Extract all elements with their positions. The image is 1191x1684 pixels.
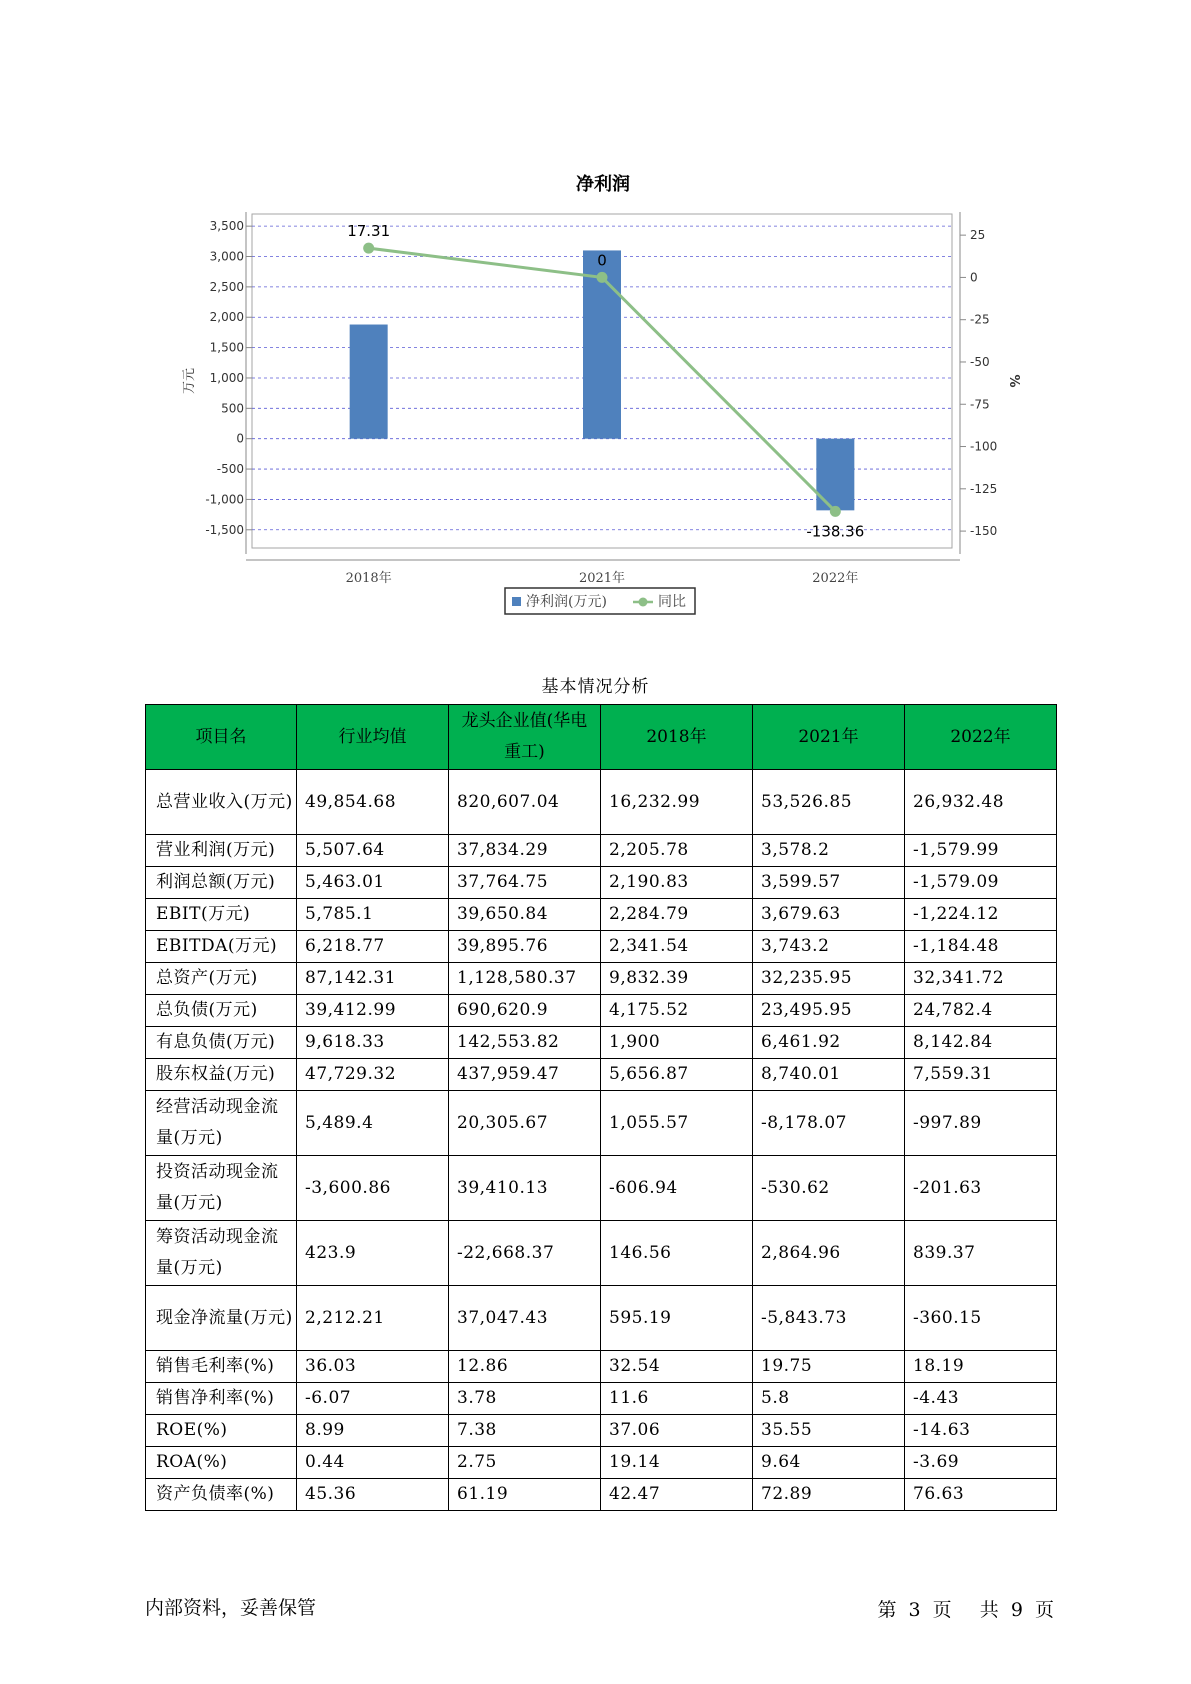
y2-tick-label: 0: [970, 270, 978, 285]
value-cell: 32,341.72: [905, 963, 1057, 995]
value-cell: -8,178.07: [753, 1091, 905, 1156]
y-tick-label: -1,000: [205, 492, 244, 507]
y-tick-label: 3,500: [209, 219, 244, 234]
value-cell: -201.63: [905, 1156, 1057, 1221]
value-cell: 37,047.43: [449, 1286, 601, 1351]
value-cell: 16,232.99: [601, 770, 753, 835]
y-tick-label: 2,000: [209, 310, 244, 325]
value-cell: 2,212.21: [297, 1286, 449, 1351]
value-cell: 437,959.47: [449, 1059, 601, 1091]
table-row: [146, 867, 1057, 899]
y-tick-label: 1,500: [209, 340, 244, 355]
value-cell: 37,764.75: [449, 867, 601, 899]
table-row: [146, 770, 1057, 835]
row-label-cell: 销售毛利率(%): [146, 1351, 297, 1383]
value-cell: 5,489.4: [297, 1091, 449, 1156]
page-label: 页: [1034, 1599, 1054, 1621]
value-cell: 9,618.33: [297, 1027, 449, 1059]
value-cell: 45.36: [297, 1479, 449, 1511]
chart-title: 净利润: [576, 174, 630, 195]
value-cell: 2,864.96: [753, 1221, 905, 1286]
value-cell: 820,607.04: [449, 770, 601, 835]
line-point: [597, 272, 608, 283]
value-cell: 39,410.13: [449, 1156, 601, 1221]
y-tick-label: 500: [221, 401, 244, 416]
value-cell: 2,341.54: [601, 931, 753, 963]
y-axis-title: 万元: [182, 367, 197, 395]
x-tick-label: 2018年: [345, 571, 392, 586]
value-cell: 19.75: [753, 1351, 905, 1383]
page-label: 页: [932, 1599, 952, 1621]
value-cell: 8,142.84: [905, 1027, 1057, 1059]
value-cell: -606.94: [601, 1156, 753, 1221]
value-cell: 3,599.57: [753, 867, 905, 899]
row-label-cell: 总营业收入(万元): [146, 770, 297, 835]
y-tick-label: 1,000: [209, 370, 244, 385]
value-cell: 7,559.31: [905, 1059, 1057, 1091]
table-row: [146, 1286, 1057, 1351]
header-cell: 2018年: [601, 705, 753, 770]
table-row: [146, 835, 1057, 867]
row-label-cell: 股东权益(万元): [146, 1059, 297, 1091]
value-cell: 20,305.67: [449, 1091, 601, 1156]
table-row: [146, 1383, 1057, 1415]
value-cell: 839.37: [905, 1221, 1057, 1286]
x-tick-label: 2022年: [812, 571, 859, 586]
value-cell: 26,932.48: [905, 770, 1057, 835]
value-cell: 8,740.01: [753, 1059, 905, 1091]
header-cell: 2021年: [753, 705, 905, 770]
row-label-cell: 营业利润(万元): [146, 835, 297, 867]
value-cell: 0.44: [297, 1447, 449, 1479]
row-label-cell: EBITDA(万元): [146, 931, 297, 963]
value-cell: 18.19: [905, 1351, 1057, 1383]
value-cell: 42.47: [601, 1479, 753, 1511]
table-row: [146, 995, 1057, 1027]
y-tick-label: 2,500: [209, 279, 244, 294]
y2-tick-label: -100: [970, 439, 998, 454]
footer-note: 内部资料，妥善保管: [145, 1597, 317, 1619]
table-header-row: [146, 705, 1057, 770]
row-label-cell: 现金净流量(万元): [146, 1286, 297, 1351]
value-cell: 690,620.9: [449, 995, 601, 1027]
table-row: [146, 1447, 1057, 1479]
value-cell: 3,679.63: [753, 899, 905, 931]
value-cell: 37,834.29: [449, 835, 601, 867]
value-cell: 32.54: [601, 1351, 753, 1383]
data-label: -138.36: [806, 522, 865, 541]
value-cell: -4.43: [905, 1383, 1057, 1415]
value-cell: 3.78: [449, 1383, 601, 1415]
row-label-cell: 筹资活动现金流量(万元): [146, 1221, 297, 1286]
value-cell: 1,900: [601, 1027, 753, 1059]
value-cell: 24,782.4: [905, 995, 1057, 1027]
value-cell: 142,553.82: [449, 1027, 601, 1059]
page-label: 共: [979, 1599, 999, 1621]
legend-bar-swatch: [512, 597, 521, 606]
y2-tick-label: -75: [970, 397, 990, 412]
row-label-cell: 总资产(万元): [146, 963, 297, 995]
value-cell: -5,843.73: [753, 1286, 905, 1351]
y2-tick-label: 25: [970, 228, 986, 243]
value-cell: 49,854.68: [297, 770, 449, 835]
value-cell: 3,743.2: [753, 931, 905, 963]
row-label-cell: ROE(%): [146, 1415, 297, 1447]
basic-analysis-table: [145, 704, 1057, 1511]
chart-svg: [0, 0, 1191, 640]
value-cell: 6,461.92: [753, 1027, 905, 1059]
table-row: [146, 1059, 1057, 1091]
row-label-cell: 经营活动现金流量(万元): [146, 1091, 297, 1156]
row-label-cell: ROA(%): [146, 1447, 297, 1479]
value-cell: 3,578.2: [753, 835, 905, 867]
y2-tick-label: -150: [970, 524, 998, 539]
value-cell: -3,600.86: [297, 1156, 449, 1221]
value-cell: 8.99: [297, 1415, 449, 1447]
value-cell: -14.63: [905, 1415, 1057, 1447]
value-cell: -6.07: [297, 1383, 449, 1415]
value-cell: 146.56: [601, 1221, 753, 1286]
table-row: [146, 931, 1057, 963]
value-cell: 47,729.32: [297, 1059, 449, 1091]
value-cell: -1,579.99: [905, 835, 1057, 867]
value-cell: -1,224.12: [905, 899, 1057, 931]
row-label-cell: 有息负债(万元): [146, 1027, 297, 1059]
line-point: [363, 243, 374, 254]
value-cell: 32,235.95: [753, 963, 905, 995]
value-cell: 9.64: [753, 1447, 905, 1479]
value-cell: -997.89: [905, 1091, 1057, 1156]
page-current: 3: [908, 1599, 921, 1621]
header-cell: 行业均值: [297, 705, 449, 770]
value-cell: -22,668.37: [449, 1221, 601, 1286]
value-cell: 5,463.01: [297, 867, 449, 899]
value-cell: 5,507.64: [297, 835, 449, 867]
table-row: [146, 1221, 1057, 1286]
value-cell: 595.19: [601, 1286, 753, 1351]
line-point: [830, 506, 841, 517]
value-cell: 2,284.79: [601, 899, 753, 931]
y-tick-label: -500: [216, 462, 244, 477]
page-total: 9: [1010, 1599, 1023, 1621]
value-cell: 72.89: [753, 1479, 905, 1511]
value-cell: 5,656.87: [601, 1059, 753, 1091]
value-cell: -1,184.48: [905, 931, 1057, 963]
legend-label: 同比: [658, 594, 686, 610]
value-cell: 1,128,580.37: [449, 963, 601, 995]
value-cell: 61.19: [449, 1479, 601, 1511]
value-cell: 36.03: [297, 1351, 449, 1383]
table-row: [146, 1415, 1057, 1447]
legend-line-marker: [639, 598, 648, 607]
value-cell: 5.8: [753, 1383, 905, 1415]
value-cell: -3.69: [905, 1447, 1057, 1479]
y2-tick-label: -25: [970, 312, 990, 327]
value-cell: 87,142.31: [297, 963, 449, 995]
y-tick-label: 3,000: [209, 249, 244, 264]
header-cell: 2022年: [905, 705, 1057, 770]
value-cell: 2,205.78: [601, 835, 753, 867]
value-cell: 39,412.99: [297, 995, 449, 1027]
value-cell: 39,895.76: [449, 931, 601, 963]
header-cell: 龙头企业值(华电重工): [449, 705, 601, 770]
value-cell: 23,495.95: [753, 995, 905, 1027]
row-label-cell: 资产负债率(%): [146, 1479, 297, 1511]
value-cell: 19.14: [601, 1447, 753, 1479]
value-cell: 12.86: [449, 1351, 601, 1383]
value-cell: -360.15: [905, 1286, 1057, 1351]
data-label: 17.31: [347, 222, 391, 241]
bar: [350, 325, 388, 439]
table-row: [146, 1156, 1057, 1221]
header-cell: 项目名: [146, 705, 297, 770]
value-cell: 39,650.84: [449, 899, 601, 931]
value-cell: 9,832.39: [601, 963, 753, 995]
value-cell: 1,055.57: [601, 1091, 753, 1156]
y-tick-label: 0: [236, 431, 244, 446]
table-row: [146, 1479, 1057, 1511]
value-cell: 423.9: [297, 1221, 449, 1286]
value-cell: 2,190.83: [601, 867, 753, 899]
page-label: 第: [877, 1599, 897, 1621]
value-cell: 76.63: [905, 1479, 1057, 1511]
value-cell: 37.06: [601, 1415, 753, 1447]
value-cell: -530.62: [753, 1156, 905, 1221]
value-cell: 6,218.77: [297, 931, 449, 963]
value-cell: 2.75: [449, 1447, 601, 1479]
table-row: [146, 963, 1057, 995]
y-tick-label: -1,500: [205, 522, 244, 537]
table-row: [146, 1351, 1057, 1383]
y2-axis-title: %: [1006, 374, 1021, 388]
row-label-cell: 销售净利率(%): [146, 1383, 297, 1415]
page-indicator: [875, 1595, 1056, 1622]
value-cell: 5,785.1: [297, 899, 449, 931]
row-label-cell: EBIT(万元): [146, 899, 297, 931]
data-label: 0: [597, 251, 607, 270]
value-cell: 4,175.52: [601, 995, 753, 1027]
legend-label: 净利润(万元): [526, 594, 607, 610]
value-cell: 35.55: [753, 1415, 905, 1447]
table-body: [146, 770, 1057, 1511]
y2-tick-label: -125: [970, 481, 998, 496]
table-row: [146, 1091, 1057, 1156]
value-cell: 53,526.85: [753, 770, 905, 835]
row-label-cell: 利润总额(万元): [146, 867, 297, 899]
net-profit-chart: [0, 0, 1191, 640]
row-label-cell: 投资活动现金流量(万元): [146, 1156, 297, 1221]
value-cell: 11.6: [601, 1383, 753, 1415]
x-tick-label: 2021年: [578, 571, 626, 586]
table-row: [146, 899, 1057, 931]
table-title: 基本情况分析: [541, 677, 650, 697]
value-cell: -1,579.09: [905, 867, 1057, 899]
y2-tick-label: -50: [970, 354, 990, 369]
row-label-cell: 总负债(万元): [146, 995, 297, 1027]
table-row: [146, 1027, 1057, 1059]
value-cell: 7.38: [449, 1415, 601, 1447]
